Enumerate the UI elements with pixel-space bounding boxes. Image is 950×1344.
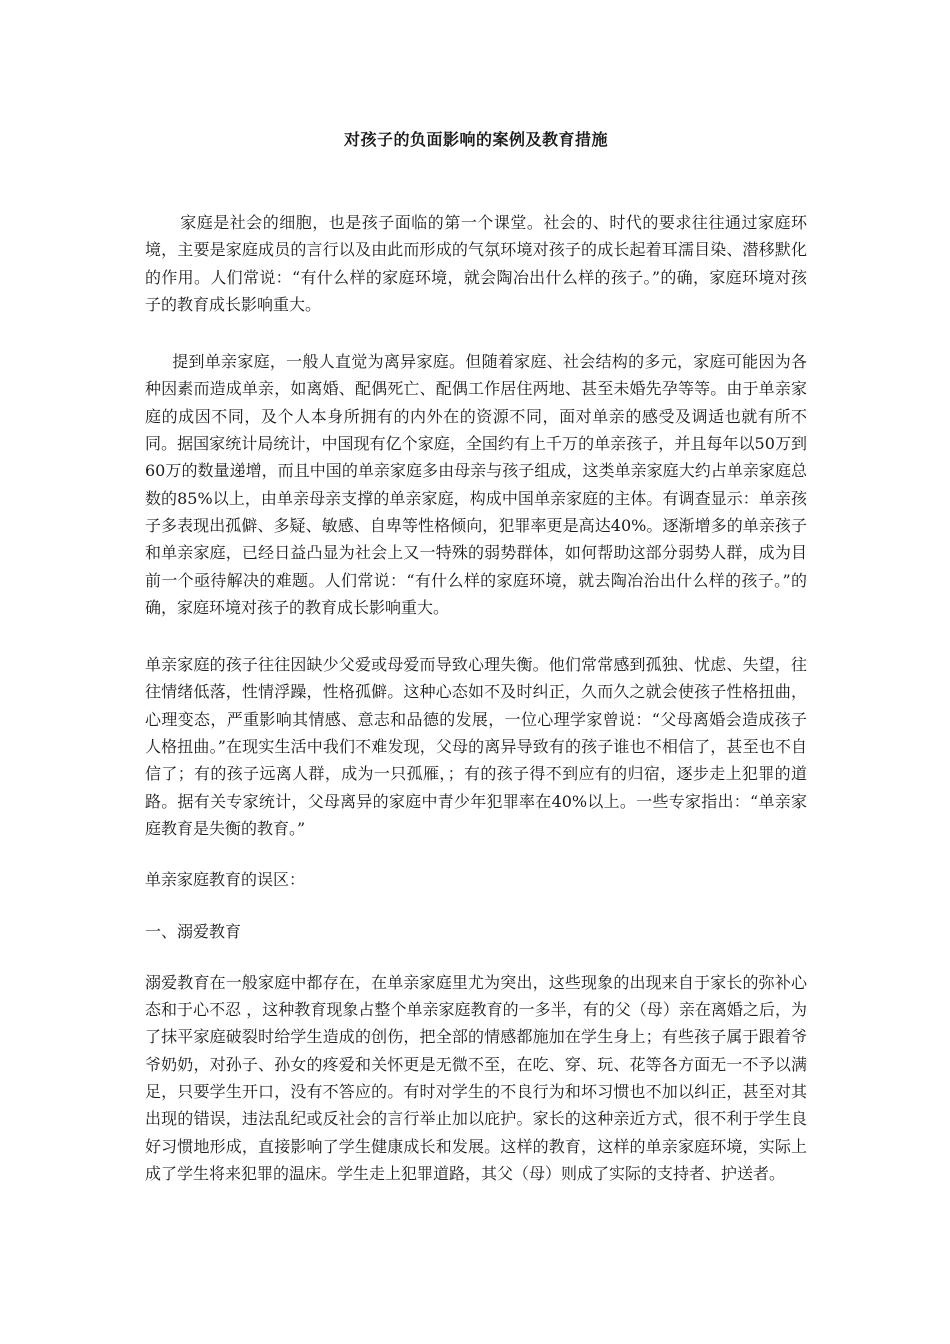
paragraph-intro: 家庭是社会的细胞，也是孩子面临的第一个课堂。社会的、时代的要求往往通过家庭环境，主要是家庭成员的言行以及由此而形成的气氛环境对孩子的成长起着耳濡目染、潜移默化的作用。人们常说：“有什么样的家庭环境，就会陶冶出什么样的孩子。”的确，家庭环境对孩子的教育成长影响重大。 (145, 213, 807, 314)
subsection-heading-doting-education: 一、溺爱教育 (145, 921, 242, 941)
paragraph-single-parent-statistics: 提到单亲家庭，一般人直觉为离异家庭。但随着家庭、社会结构的多元，家庭可能因为各种因素而造成单亲，如离婚、配偶死亡、配偶工作居住两地、甚至未婚先孕等等。由于单亲家庭的成因不同，及个人本身所拥有的内外在的资源不同，面对单亲的感受及调适也就有所不同。据国家统计局统计，中国现有亿个家庭，全国约有上千万的单亲孩子，并且每年以50万到60万的数量递增，而且中国的单亲家庭多由母亲与孩子组成，这类单亲家庭大约占单亲家庭总数的85%以上，由单亲母亲支撑的单亲家庭，构成中国单亲家庭的主体。有调查显示：单亲孩子多表现出孤僻、多疑、敏感、自卑等性格倾向，犯罪率更是高达40%。逐渐增多的单亲孩子和单亲家庭，已经日益凸显为社会上又一特殊的弱势群体，如何帮助这部分弱势人群，成为目前一个亟待解决的难题。人们常说：“有什么样的家庭环境，就去陶冶治出什么样的孩子。”的确，家庭环境对孩子的教育成长影响重大。 (145, 352, 807, 617)
page-title: 对孩子的负面影响的案例及教育措施 (343, 130, 608, 149)
paragraph-doting-education: 溺爱教育在一般家庭中都存在，在单亲家庭里尤为突出，这些现象的出现来自于家长的弥补心态和于心不忍 ，这种教育现象占整个单亲家庭教育的一多半，有的父（母）亲在离婚之后，为了抹平家庭破裂时给学生造成的创伤，把全部的情感都施加在学生身上；有些孩子属于跟着爷爷奶奶，对孙子、孙女的疼爱和关怀更是无微不至，在吃、穿、玩、花等各方面无一不予以满足，只要学生开口，没有不答应的。有时对学生的不良行为和坏习惯也不加以纠正，甚至对其出现的错误，违法乱纪或反社会的言行举止加以庇护。家长的这种亲近方式，很不利于学生良好习惯地形成，直接影响了学生健康成长和发展。这样的教育，这样的单亲家庭环境，实际上成了学生将来犯罪的温床。学生走上犯罪道路，其父（母）则成了实际的支持者、护送者。 (145, 972, 807, 1183)
paragraph-psychological-imbalance: 单亲家庭的孩子往往因缺少父爱或母爱而导致心理失衡。他们常常感到孤独、忧虑、失望，往往情绪低落，性情浮躁，性格孤僻。这种心态如不及时纠正，久而久之就会使孩子性格扭曲，心理变态，严重影响其情感、意志和品德的发展，一位心理学家曾说：“父母离婚会造成孩子人格扭曲。”在现实生活中我们不难发现，父母的离异导致有的孩子谁也不相信了，甚至也不自信了；有的孩子远离人群，成为一只孤雁，；有的孩子得不到应有的归宿，逐步走上犯罪的道路。据有关专家统计，父母离异的家庭中青少年犯罪率在40%以上。一些专家指出：“单亲家庭教育是失衡的教育。” (145, 655, 807, 838)
document-page (145, 0, 807, 1187)
section-heading-misconceptions: 单亲家庭教育的误区： (145, 870, 306, 890)
